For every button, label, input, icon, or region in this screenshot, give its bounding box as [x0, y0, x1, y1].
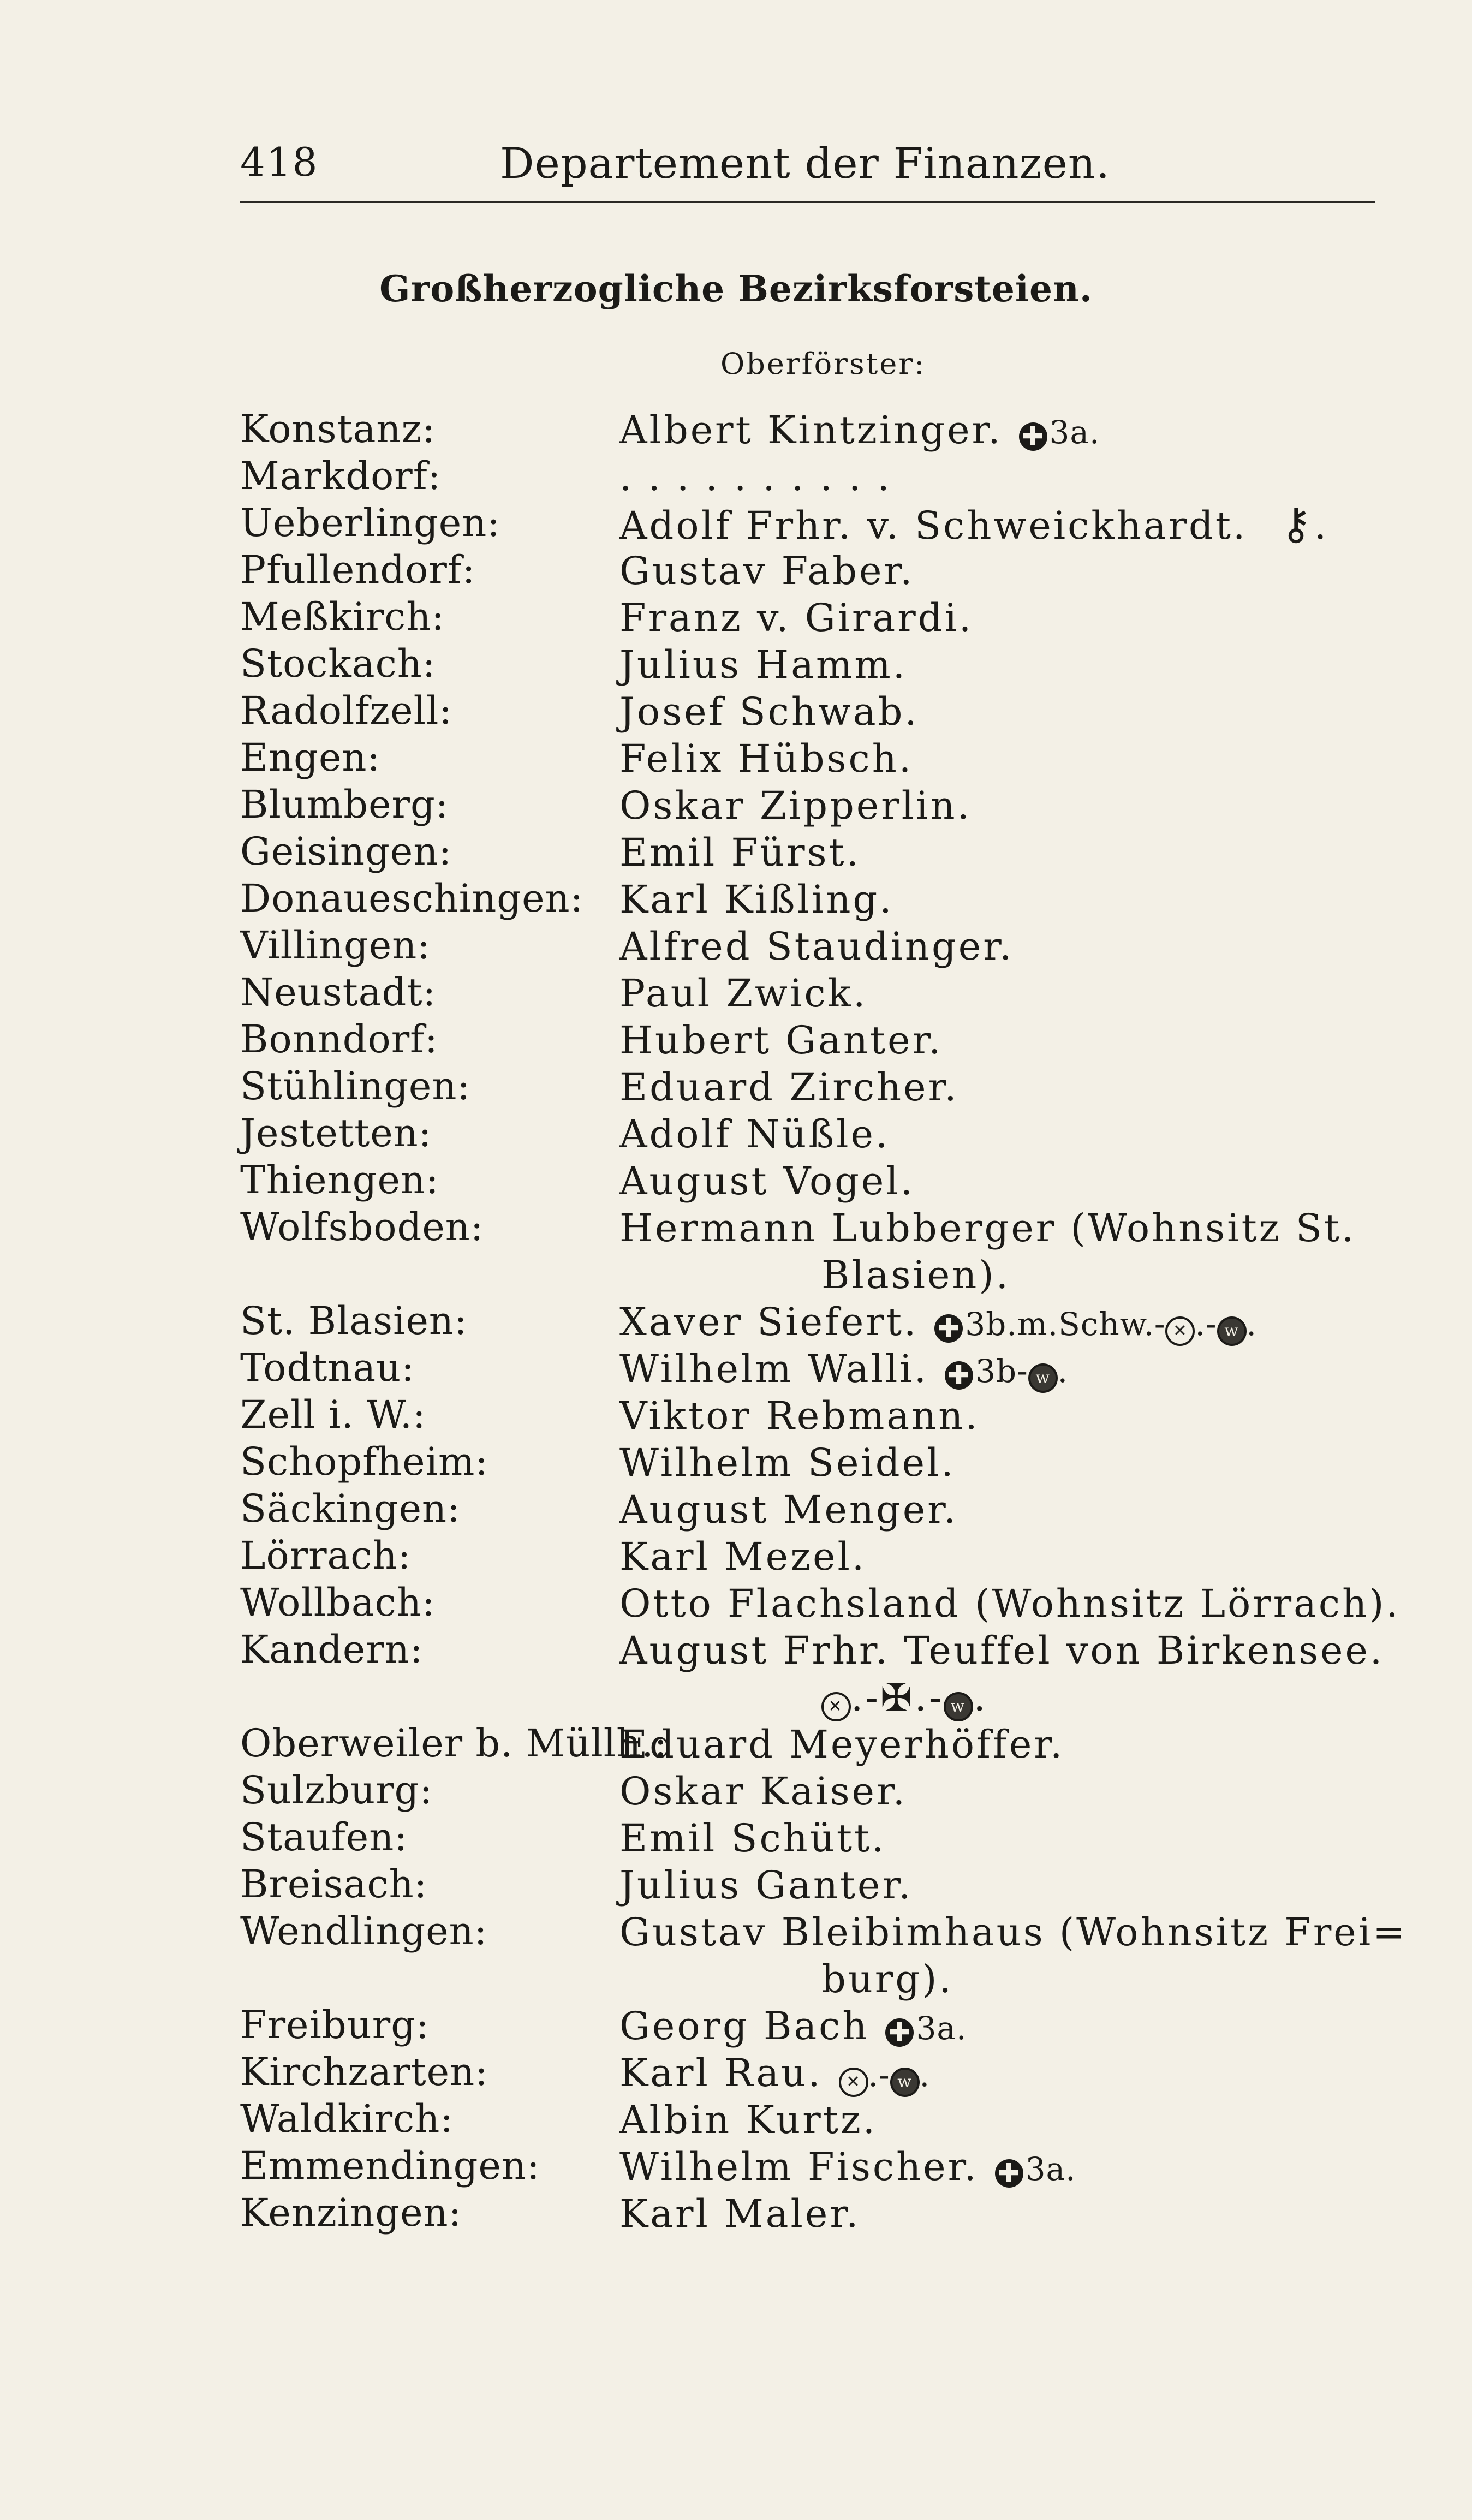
- place-name: Schopfheim:: [240, 1439, 488, 1484]
- page-header: [240, 139, 1370, 196]
- place-name: Donaueschingen:: [240, 876, 584, 921]
- place-name: Lörrach:: [240, 1533, 412, 1578]
- place-name: Wolfsboden:: [240, 1205, 484, 1249]
- military-cross-icon: ✠: [880, 1675, 915, 1720]
- place-name: Todtnau:: [240, 1345, 415, 1390]
- place-name: Neustadt:: [240, 970, 437, 1015]
- decoration: [1019, 409, 1100, 456]
- place-name: Emmendingen:: [240, 2143, 540, 2188]
- list-item: [240, 1392, 1386, 1439]
- decoration-separator: .: [973, 1675, 988, 1720]
- officer-text: Karl Rau.: [619, 2051, 823, 2095]
- list-item: [240, 2096, 1386, 2143]
- officer-text: Hermann Lubberger (Wohnsitz St.: [619, 1206, 1356, 1250]
- place-name: Radolfzell:: [240, 688, 452, 733]
- section-title: Großherzogliche Bezirksforsteien.: [379, 267, 1093, 310]
- place-name: Kenzingen:: [240, 2190, 462, 2235]
- officer-name: Karl Kißling.: [619, 877, 894, 922]
- officer-text: Albert Kintzinger.: [619, 408, 1003, 452]
- place-name: Thiengen:: [240, 1158, 439, 1202]
- list-item: [240, 1064, 1386, 1111]
- place-name: Freiburg:: [240, 2003, 430, 2047]
- officer-name: Paul Zwick.: [619, 971, 868, 1016]
- officer-text-continued: burg).: [821, 1957, 953, 2001]
- officer-name: Julius Hamm.: [619, 642, 907, 687]
- list-item: [240, 829, 1386, 876]
- list-item: [240, 594, 1386, 641]
- officer-name: August Vogel.: [619, 1159, 915, 1204]
- jubilee-medal-icon: w: [890, 2068, 920, 2097]
- officer-name: [619, 1909, 1472, 2003]
- officer-name: [619, 2003, 1472, 2052]
- place-name: Engen:: [240, 735, 381, 780]
- place-name: Kandern:: [240, 1627, 424, 1672]
- officer-name: Eduard Meyerhöffer.: [619, 1722, 1065, 1767]
- place-name: Wendlingen:: [240, 1909, 488, 1953]
- header-rule: [240, 201, 1375, 203]
- list-item: [240, 1909, 1407, 2003]
- officer-text: August Frhr. Teuffel von Birkensee.: [619, 1628, 1385, 1673]
- officer-name: Viktor Rebmann.: [619, 1393, 980, 1438]
- place-name: Bonndorf:: [240, 1017, 438, 1062]
- decoration: [839, 2052, 930, 2099]
- decoration-separator: .-: [851, 1675, 880, 1720]
- officer-name: Emil Fürst.: [619, 830, 861, 875]
- decoration-separator: .: [1246, 1306, 1257, 1343]
- place-name: Sulzburg:: [240, 1768, 433, 1813]
- decoration-class: 3b.m.Schw.-: [965, 1306, 1166, 1343]
- jubilee-medal-icon: w: [1217, 1316, 1247, 1346]
- officer-name: Adolf Nüßle.: [619, 1112, 890, 1157]
- list-item: [240, 1580, 1401, 1627]
- officer-name: [619, 1298, 1472, 1348]
- place-name: Stockach:: [240, 641, 436, 686]
- place-name: Säckingen:: [240, 1486, 461, 1531]
- list-item: [240, 923, 1386, 970]
- list-item: [240, 1439, 1386, 1486]
- page-number: 418: [240, 139, 319, 185]
- officer-name: Karl Mezel.: [619, 1534, 867, 1579]
- place-name: Markdorf:: [240, 454, 442, 498]
- key-icon: ⚷: [1280, 498, 1314, 549]
- place-name: Waldkirch:: [240, 2096, 454, 2141]
- list-item: [240, 2143, 1386, 2190]
- officer-name: [619, 407, 1472, 456]
- list-item: [240, 641, 1386, 688]
- order-cross-icon: ✚: [945, 1361, 973, 1390]
- list-item: [240, 1345, 1386, 1392]
- place-name: Staufen:: [240, 1815, 408, 1860]
- decoration-suffix: .: [1314, 503, 1329, 548]
- officer-name: Emil Schütt.: [619, 1816, 886, 1861]
- decoration-separator: .-: [914, 1675, 944, 1720]
- officer-name: Oskar Zipperlin.: [619, 783, 972, 828]
- list-item: [240, 1486, 1386, 1533]
- officer-name: [619, 2050, 1472, 2099]
- officer-name: Albin Kurtz.: [619, 2098, 878, 2142]
- list-item: [240, 1768, 1386, 1815]
- jubilee-medal-icon: w: [944, 1692, 973, 1721]
- place-name: Villingen:: [240, 923, 431, 968]
- list-item: [240, 1721, 1386, 1768]
- list-item: [240, 1815, 1386, 1862]
- order-cross-icon: ✚: [885, 2018, 914, 2047]
- officer-text-continued: Blasien).: [821, 1253, 1010, 1297]
- officer-name: . . . . . . . . . .: [619, 455, 892, 499]
- place-name: Kirchzarten:: [240, 2050, 488, 2094]
- list-item: [240, 688, 1386, 735]
- officer-name: Julius Ganter.: [619, 1863, 913, 1908]
- list-item: [240, 407, 1386, 454]
- officer-name: [619, 498, 1472, 549]
- list-item: [240, 1205, 1386, 1298]
- place-name: Ueberlingen:: [240, 501, 500, 545]
- officer-text: Xaver Siefert.: [619, 1300, 919, 1344]
- officer-name: Felix Hübsch.: [619, 736, 914, 781]
- decoration-separator: .-: [1195, 1306, 1217, 1343]
- order-cross-icon: ✚: [1019, 422, 1047, 451]
- list-item: [240, 498, 1386, 549]
- place-name: Konstanz:: [240, 407, 436, 451]
- officer-name: [619, 1345, 1472, 1395]
- place-name: Jestetten:: [240, 1111, 432, 1155]
- officer-name: Hubert Ganter.: [619, 1018, 943, 1063]
- decoration-class: 3b: [975, 1353, 1017, 1390]
- place-name: St. Blasien:: [240, 1298, 468, 1343]
- officer-name: Wilhelm Seidel.: [619, 1440, 956, 1485]
- list-item: [240, 1533, 1386, 1580]
- decoration: [995, 2146, 1076, 2193]
- list-item: [240, 547, 1386, 594]
- order-cross-icon: ✚: [995, 2159, 1023, 2188]
- decoration-separator: .: [919, 2057, 930, 2094]
- list-item: [240, 2050, 1386, 2096]
- place-name: Geisingen:: [240, 829, 452, 874]
- officer-name: August Menger.: [619, 1487, 958, 1532]
- place-name: Oberweiler b. Müllh.:: [240, 1721, 668, 1766]
- officer-text: Adolf Frhr. v. Schweickhardt.: [619, 503, 1248, 548]
- order-cross-icon: ✚: [934, 1314, 963, 1343]
- list-item: [240, 876, 1386, 923]
- officer-text: Georg Bach: [619, 2004, 869, 2048]
- officer-name: Karl Maler.: [619, 2191, 861, 2236]
- list-item: [240, 1298, 1386, 1345]
- ring-medal-icon: ✕: [839, 2068, 868, 2097]
- officer-name: Alfred Staudinger.: [619, 924, 1014, 969]
- forestry-office-list: [240, 407, 1407, 2237]
- place-name: Pfullendorf:: [240, 547, 476, 592]
- officer-name: Otto Flachsland (Wohnsitz Lörrach).: [619, 1581, 1401, 1626]
- officer-name: Josef Schwab.: [619, 689, 919, 734]
- decoration: [619, 1674, 1472, 1721]
- decoration: [934, 1301, 1257, 1348]
- place-name: Breisach:: [240, 1862, 428, 1907]
- officer-name: Eduard Zircher.: [619, 1065, 959, 1110]
- place-name: Meßkirch:: [240, 594, 445, 639]
- list-item: [240, 1627, 1386, 1721]
- running-title: Departement der Finanzen.: [500, 139, 1110, 188]
- list-item: [240, 2190, 1386, 2237]
- list-item: [240, 1158, 1386, 1205]
- list-item: [240, 454, 1386, 501]
- place-name: Wollbach:: [240, 1580, 436, 1625]
- ring-medal-icon: ✕: [1165, 1316, 1195, 1346]
- officer-name: Gustav Faber.: [619, 549, 915, 593]
- decoration: [885, 2005, 967, 2052]
- officer-name: Franz v. Girardi.: [619, 595, 974, 640]
- list-item: [240, 1111, 1386, 1158]
- list-item: [240, 1017, 1386, 1064]
- officer-text: Wilhelm Fischer.: [619, 2144, 979, 2189]
- place-name: Blumberg:: [240, 782, 449, 827]
- ring-medal-icon: ✕: [821, 1692, 851, 1721]
- place-name: Stühlingen:: [240, 1064, 471, 1109]
- column-heading: Oberförster:: [720, 347, 926, 381]
- list-item: [240, 735, 1386, 782]
- decoration-separator: .-: [868, 2057, 890, 2094]
- list-item: [240, 970, 1386, 1017]
- officer-name: [619, 1205, 1472, 1298]
- decoration: [945, 1348, 1068, 1395]
- officer-name: [619, 2143, 1472, 2193]
- jubilee-medal-icon: w: [1028, 1363, 1058, 1393]
- list-item: [240, 2003, 1386, 2050]
- place-name: Zell i. W.:: [240, 1392, 426, 1437]
- decoration-separator: .: [1057, 1353, 1069, 1390]
- officer-text: Gustav Bleibimhaus (Wohnsitz Frei=: [619, 1910, 1407, 1955]
- list-item: [240, 782, 1386, 829]
- officer-name: Oskar Kaiser.: [619, 1769, 907, 1814]
- decoration-class: 3a.: [1025, 2150, 1076, 2188]
- officer-name: [619, 1627, 1472, 1721]
- decoration-class: 3a.: [916, 2010, 967, 2047]
- officer-text: Wilhelm Walli.: [619, 1347, 929, 1391]
- list-item: [240, 1862, 1386, 1909]
- decoration-separator: -: [1017, 1353, 1028, 1390]
- decoration-class: 3a.: [1049, 414, 1100, 451]
